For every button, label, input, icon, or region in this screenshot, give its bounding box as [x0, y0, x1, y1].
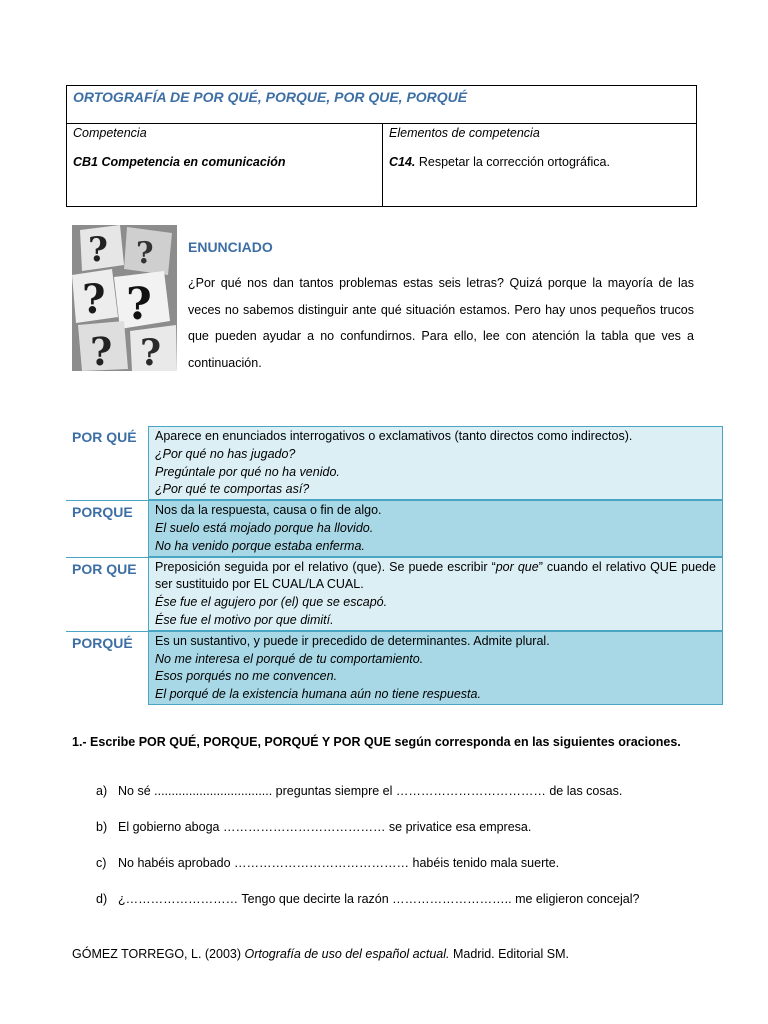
- elements-label: Elementos de competencia: [389, 126, 540, 140]
- rule-por-que-acento: [66, 426, 723, 500]
- rule-example: El porqué de la existencia humana aún no tiene respuesta.: [155, 687, 481, 702]
- rule-body: [148, 501, 723, 556]
- elements-value: [389, 155, 690, 169]
- item-text: No habéis aprobado …………………………………… habéis tenido mala suerte.: [118, 856, 560, 870]
- elements-cell: [383, 124, 696, 206]
- elements-code: C14.: [389, 155, 416, 169]
- ref-publisher: Madrid. Editorial SM.: [449, 947, 569, 961]
- rule-example: Esos porqués no me convencen.: [155, 669, 338, 684]
- rule-por-que: [66, 557, 723, 631]
- exercise-item: [96, 856, 696, 892]
- item-letter: a): [96, 784, 108, 798]
- svg-text:?: ?: [88, 230, 108, 270]
- rule-label: PORQUÉ: [72, 634, 133, 651]
- rule-example: No me interesa el porqué de tu comportamiento.: [155, 651, 424, 666]
- rule-label: POR QUE: [72, 560, 137, 577]
- rule-example: ¿Por qué no has jugado?: [155, 446, 296, 461]
- rule-example: No ha venido porque estaba enferma.: [155, 538, 365, 553]
- competence-value: CB1 Competencia en comunicación: [73, 155, 286, 169]
- svg-text:?: ?: [90, 329, 113, 371]
- document-title: ORTOGRAFÍA DE POR QUÉ, PORQUE, POR QUE, PORQUÉ: [67, 86, 696, 124]
- rule-text: Nos da la respuesta, causa o fin de algo.: [155, 503, 382, 518]
- rule-label: POR QUÉ: [72, 429, 137, 445]
- rule-example: Pregúntale por qué no ha venido.: [155, 464, 340, 479]
- rule-text: Aparece en enunciados interrogativos o exclamativos (tanto directos como indirectos).: [155, 429, 633, 443]
- exercise-item: [96, 892, 696, 928]
- competence-table: [66, 85, 697, 207]
- ref-author: GÓMEZ TORREGO, L. (2003): [72, 947, 245, 961]
- rule-body: [148, 632, 723, 705]
- rule-text: Es un sustantivo, y puede ir precedido de determinantes. Admite plural.: [155, 633, 550, 648]
- rule-porque: [66, 500, 723, 556]
- exercise-list: [96, 784, 696, 928]
- exercise-item: [96, 820, 696, 856]
- svg-text:?: ?: [140, 332, 162, 371]
- competence-cell: [67, 124, 383, 206]
- enunciado-heading: ENUNCIADO: [188, 239, 273, 255]
- competence-label: Competencia: [73, 126, 147, 140]
- svg-text:?: ?: [82, 276, 106, 323]
- item-letter: c): [96, 856, 107, 870]
- svg-text:?: ?: [136, 236, 154, 271]
- rule-text-after: ” cuando el relativo QUE puede ser sustituido por EL CUAL/LA CUAL.: [155, 559, 716, 592]
- rule-example: ¿Por qué te comportas así?: [155, 482, 310, 497]
- bibliography-reference: [72, 947, 569, 961]
- exercise-heading: 1.- Escribe POR QUÉ, PORQUE, PORQUÉ Y POR QUE según corresponda en las siguientes oraciones.: [72, 735, 681, 749]
- item-text: El gobierno aboga ………………………………… se privatice esa empresa.: [118, 820, 532, 834]
- question-marks-image: [72, 225, 177, 371]
- rule-text: [155, 559, 716, 595]
- item-text: No sé .................................. preguntas siempre el ……………………………… de las cosas.: [118, 784, 623, 798]
- item-letter: d): [96, 892, 108, 906]
- rule-body: [148, 558, 723, 631]
- rule-example: Ése fue el agujero por (el) que se escapó.: [155, 595, 388, 610]
- elements-text: Respetar la corrección ortográfica.: [415, 155, 610, 169]
- rules-table: [66, 426, 723, 705]
- exercise-item: [96, 784, 696, 820]
- rule-body: [148, 426, 723, 500]
- rule-example: El suelo está mojado porque ha llovido.: [155, 520, 374, 535]
- svg-text:?: ?: [126, 279, 152, 330]
- item-text: ¿……………………… Tengo que decirte la razón ……………………….. me eligieron concejal?: [118, 892, 640, 906]
- rule-example: Ése fue el motivo por que dimití.: [155, 612, 334, 627]
- rule-text-italic: por que: [495, 559, 539, 574]
- rule-porque-acento: [66, 631, 723, 705]
- rule-label: PORQUE: [72, 504, 133, 521]
- ref-title: Ortografía de uso del español actual.: [244, 947, 450, 961]
- enunciado-text: ¿Por qué nos dan tantos problemas estas seis letras? Quizá porque la mayoría de las veces no sabemos distinguir ante qué situación estamos. Pero hay unos pequeños trucos que pueden ayudar a no confundirnos. Para ello, lee con atención la tabla que ves a continuación.: [188, 276, 694, 370]
- item-letter: b): [96, 820, 108, 834]
- rule-text-before: Preposición seguida por el relativo (que). Se puede escribir “: [155, 559, 496, 574]
